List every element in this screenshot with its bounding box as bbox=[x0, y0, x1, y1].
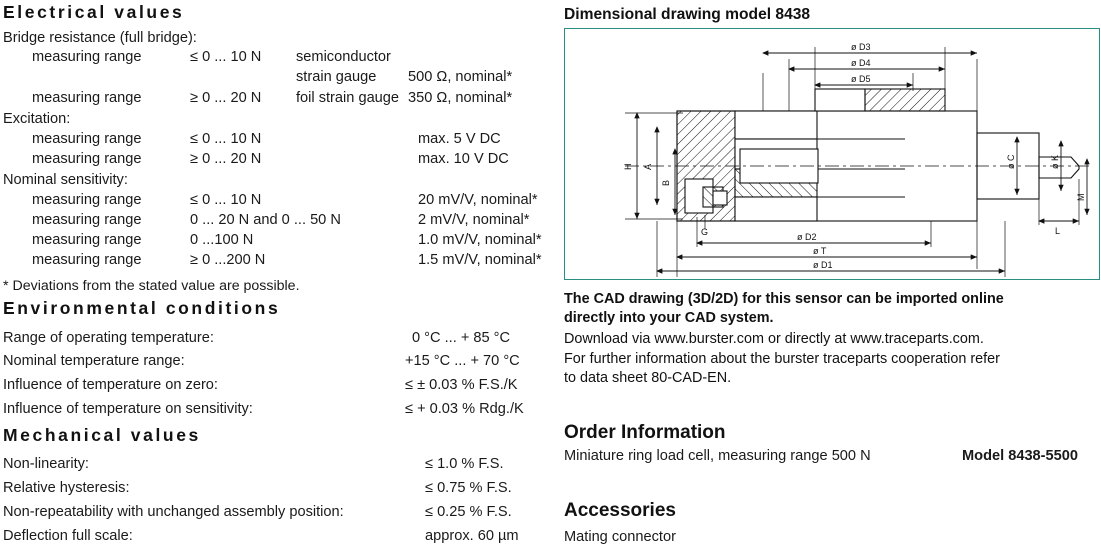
dimensional-drawing-figure bbox=[564, 28, 1100, 280]
mech-row-3-value: approx. 60 µm bbox=[425, 528, 519, 544]
bridge-row-1-range: ≥ 0 ... 20 N bbox=[190, 90, 262, 106]
accessories-heading: Accessories bbox=[564, 500, 676, 521]
right-column bbox=[562, 0, 1101, 548]
mech-row-3-label: Deflection full scale: bbox=[3, 528, 133, 544]
dim-label-c: ø C bbox=[1006, 154, 1016, 169]
section-heading-environmental: Environmental conditions bbox=[3, 298, 281, 318]
order-information-text: Miniature ring load cell, measuring range 500 N bbox=[564, 448, 871, 464]
dim-label-d2: ø D2 bbox=[797, 232, 817, 242]
order-information-heading: Order Information bbox=[564, 422, 726, 443]
bridge-row-0-label: measuring range bbox=[32, 49, 142, 65]
section-heading-mechanical: Mechanical values bbox=[3, 425, 201, 445]
sensitivity-row-0-label: measuring range bbox=[32, 192, 142, 208]
dim-label-d1: ø D1 bbox=[813, 260, 833, 270]
excitation-row-0-label: measuring range bbox=[32, 131, 142, 147]
sensitivity-row-3-value: 1.5 mV/V, nominal* bbox=[418, 252, 542, 268]
env-row-3-value: ≤ + 0.03 % Rdg./K bbox=[405, 401, 524, 417]
dim-label-g: G bbox=[701, 227, 709, 237]
env-row-1-label: Nominal temperature range: bbox=[3, 353, 185, 369]
cad-line-3: to data sheet 80-CAD-EN. bbox=[564, 370, 732, 386]
cad-bold-line-2: directly into your CAD system. bbox=[564, 309, 774, 326]
sensitivity-row-1-label: measuring range bbox=[32, 212, 142, 228]
mech-row-2-value: ≤ 0.25 % F.S. bbox=[425, 504, 512, 520]
cad-bold-line-1: The CAD drawing (3D/2D) for this sensor can be imported online bbox=[564, 291, 1004, 307]
dim-label-l: L bbox=[1055, 226, 1061, 236]
sensitivity-row-1-value: 2 mV/V, nominal* bbox=[418, 212, 530, 228]
cad-description-text bbox=[564, 330, 1101, 389]
bridge-row-0-type2: strain gauge bbox=[296, 69, 377, 85]
env-row-0-value: 0 °C ... + 85 °C bbox=[412, 330, 511, 346]
sensitivity-row-0-range: ≤ 0 ... 10 N bbox=[190, 192, 262, 208]
dim-label-d5: ø D5 bbox=[851, 74, 871, 84]
dim-label-m: M bbox=[1076, 193, 1086, 201]
dim-label-k: ø K bbox=[1050, 154, 1060, 169]
dim-label-a: A bbox=[643, 163, 653, 170]
cad-line-2: For further information about the burster traceparts cooperation refer bbox=[564, 350, 1000, 367]
sensitivity-header: Nominal sensitivity: bbox=[3, 172, 128, 188]
sensitivity-row-2-label: measuring range bbox=[32, 232, 142, 248]
cad-line-1: Download via www.burster.com or directly at www.traceparts.com. bbox=[564, 331, 984, 347]
env-row-1-value: +15 °C ... + 70 °C bbox=[405, 353, 520, 369]
sensitivity-row-2-value: 1.0 mV/V, nominal* bbox=[418, 232, 542, 248]
mech-row-0-label: Non-linearity: bbox=[3, 456, 89, 472]
dim-label-h: H bbox=[623, 163, 633, 170]
bridge-resistance-header: Bridge resistance (full bridge): bbox=[3, 30, 197, 46]
env-row-2-value: ≤ ± 0.03 % F.S./K bbox=[405, 377, 518, 393]
cad-highlight-text bbox=[564, 290, 1100, 327]
excitation-row-0-range: ≤ 0 ... 10 N bbox=[190, 131, 262, 147]
dimensional-drawing-svg bbox=[565, 29, 1097, 277]
excitation-row-1-range: ≥ 0 ... 20 N bbox=[190, 151, 262, 167]
drawing-title: Dimensional drawing model 8438 bbox=[564, 6, 811, 23]
mech-row-0-value: ≤ 1.0 % F.S. bbox=[425, 456, 504, 472]
env-row-2-label: Influence of temperature on zero: bbox=[3, 377, 218, 393]
mech-row-1-label: Relative hysteresis: bbox=[3, 480, 130, 496]
dim-label-d4: ø D4 bbox=[851, 58, 871, 68]
order-model-number: Model 8438-5500 bbox=[962, 448, 1079, 464]
bridge-row-0-type: semiconductor bbox=[296, 49, 391, 65]
excitation-row-0-value: max. 5 V DC bbox=[418, 131, 501, 147]
accessories-item: Mating connector bbox=[564, 529, 676, 545]
bridge-row-0-value: 500 Ω, nominal* bbox=[408, 69, 513, 85]
dim-label-d3: ø D3 bbox=[851, 42, 871, 52]
mech-row-1-value: ≤ 0.75 % F.S. bbox=[425, 480, 512, 496]
dim-label-b: B bbox=[661, 179, 671, 186]
sensitivity-row-3-range: ≥ 0 ...200 N bbox=[190, 252, 266, 268]
excitation-row-1-label: measuring range bbox=[32, 151, 142, 167]
excitation-row-1-value: max. 10 V DC bbox=[418, 151, 509, 167]
excitation-header: Excitation: bbox=[3, 111, 71, 127]
sensitivity-row-1-range: 0 ... 20 N and 0 ... 50 N bbox=[190, 212, 341, 228]
section-heading-electrical: Electrical values bbox=[3, 2, 185, 22]
env-row-3-label: Influence of temperature on sensitivity: bbox=[3, 401, 253, 417]
dim-label-t: ø T bbox=[813, 246, 827, 256]
sensitivity-row-3-label: measuring range bbox=[32, 252, 142, 268]
sensitivity-row-0-value: 20 mV/V, nominal* bbox=[418, 192, 538, 208]
bridge-row-1-value: 350 Ω, nominal* bbox=[408, 90, 513, 106]
bridge-row-1-label: measuring range bbox=[32, 90, 142, 106]
bridge-row-0-range: ≤ 0 ... 10 N bbox=[190, 49, 262, 65]
sensitivity-row-2-range: 0 ...100 N bbox=[190, 232, 254, 248]
env-row-0-label: Range of operating temperature: bbox=[3, 330, 214, 346]
bridge-row-1-type: foil strain gauge bbox=[296, 90, 400, 106]
footnote-deviations: * Deviations from the stated value are possible. bbox=[3, 278, 300, 294]
mech-row-2-label: Non-repeatability with unchanged assembly position: bbox=[3, 504, 344, 520]
